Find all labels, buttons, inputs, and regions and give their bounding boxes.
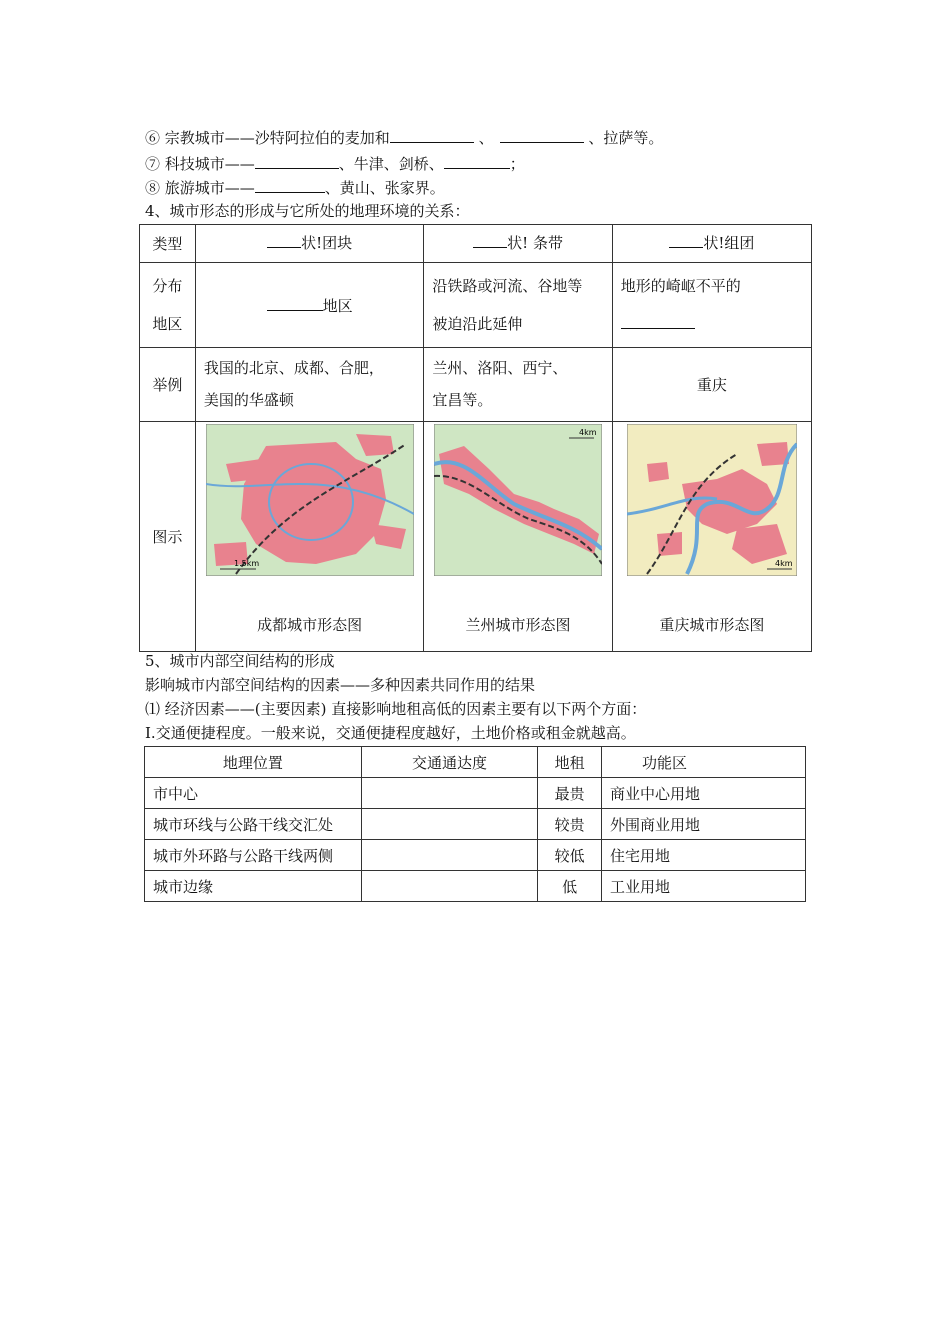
header-text: 状! 条带 [507,234,563,252]
cell-function: 住宅用地 [601,840,805,871]
line-text: 、拉萨等。 [588,129,664,147]
cell-location: 城市环线与公路干线交汇处 [145,809,362,840]
cell-rent: 较低 [538,840,602,871]
header-location: 地理位置 [145,747,362,778]
line-text: 、黄山、张家界。 [324,179,445,197]
dist-strip [424,263,612,348]
line-tourism-cities [145,176,445,199]
cell-text: 美国的华盛顿 [203,391,294,409]
cell-accessibility[interactable] [361,778,537,809]
label-text: 分布 [152,277,183,295]
blank[interactable] [267,294,323,311]
chongqing-map [627,424,797,576]
blank[interactable] [255,152,339,169]
line-religious-cities [145,126,663,149]
cell-function: 工业用地 [601,871,805,902]
table-row [145,778,806,809]
figure-chongqing [612,422,811,652]
table-row [145,871,806,902]
example-strip [424,348,612,422]
scale-label: 4km [579,428,597,437]
cell-text: 地区 [322,297,353,315]
blank[interactable] [500,126,584,143]
header-text: 状!组团 [703,234,755,252]
header-cluster [195,225,423,263]
heading-4: 4、城市形态的形成与它所处的地理环境的关系： [145,202,470,220]
scale-label: 4km [774,559,793,568]
cell-rent: 较贵 [538,809,602,840]
chengdu-map [206,424,414,576]
cell-accessibility[interactable] [361,809,537,840]
cell-text: 地形的崎岖不平的 [620,277,741,295]
line-text: ⑧ 旅游城市—— [145,179,255,197]
city-form-table [139,224,812,652]
header-function: 功能区 [601,747,805,778]
blank[interactable] [621,312,695,329]
header-type: 类型 [140,225,196,263]
section5-p1: 影响城市内部空间结构的因素——多种因素共同作用的结果 [145,676,536,694]
blank[interactable] [669,231,703,248]
lanzhou-map [434,424,602,576]
cell-location: 城市外环路与公路干线两侧 [145,840,362,871]
row-label-figure: 图示 [140,422,196,652]
caption-lanzhou: 兰州城市形态图 [465,616,571,634]
header-text: 状!团块 [301,234,353,252]
blank[interactable] [473,231,507,248]
row-label-distribution [140,263,196,348]
row-label-example: 举例 [140,348,196,422]
caption-chengdu: 成都城市形态图 [257,616,363,634]
cell-rent: 最贵 [538,778,602,809]
example-cluster [195,348,423,422]
line-text: ⑥ 宗教城市——沙特阿拉伯的麦加和 [145,129,390,147]
cell-accessibility[interactable] [361,871,537,902]
header-accessibility: 交通通达度 [361,747,537,778]
cell-text: 我国的北京、成都、合肥， [203,359,384,377]
dist-group [612,263,811,348]
blank[interactable] [255,176,325,193]
cell-location: 城市边缘 [145,871,362,902]
scale-label: 1.5km [233,559,259,568]
table-row [145,840,806,871]
rent-table [144,746,806,902]
header-group [612,225,811,263]
blank[interactable] [390,126,474,143]
cell-function: 商业中心用地 [601,778,805,809]
blank[interactable] [444,152,510,169]
dist-cluster [195,263,423,348]
table-row [145,809,806,840]
header-rent: 地租 [538,747,602,778]
line-tech-cities [145,152,525,175]
caption-chongqing: 重庆城市形态图 [659,616,765,634]
cell-text: 兰州、洛阳、西宁、 [432,359,568,377]
cell-text: 被迫沿此延伸 [432,315,523,333]
cell-location: 市中心 [145,778,362,809]
example-group: 重庆 [612,348,811,422]
cell-accessibility[interactable] [361,840,537,871]
figure-lanzhou [424,422,612,652]
line-text: 、牛津、剑桥、 [338,155,444,173]
cell-text: 沿铁路或河流、谷地等 [432,277,583,295]
section5-title: 5、城市内部空间结构的形成 [145,652,335,670]
cell-text: 宜昌等。 [432,391,493,409]
figure-chengdu [195,422,423,652]
cell-rent: 低 [538,871,602,902]
cell-function: 外围商业用地 [601,809,805,840]
line-text: ⑦ 科技城市—— [145,155,255,173]
section5-p3: I.交通便捷程度。一般来说，交通便捷程度越好，土地价格或租金就越高。 [145,724,636,742]
line-text: 、 [478,129,494,147]
section5-p2: ⑴ 经济因素——(主要因素) 直接影响地租高低的因素主要有以下两个方面： [145,700,647,718]
line-text: ； [509,155,525,173]
header-strip [424,225,612,263]
label-text: 地区 [152,315,183,333]
blank[interactable] [267,231,301,248]
